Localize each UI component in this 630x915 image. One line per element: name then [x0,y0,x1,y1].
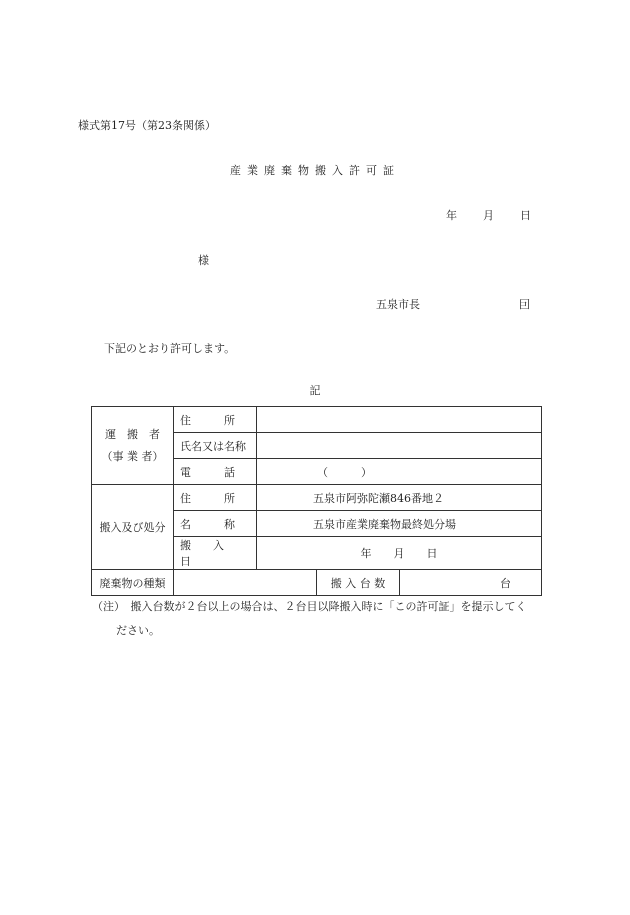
carrier-name-field[interactable] [257,433,542,459]
seal-mark: 囙 [519,298,530,311]
issue-date [446,207,531,223]
disposal-address-value [257,485,542,511]
intro-text: 下記のとおり許可します。 [104,342,236,355]
disposal-name-label: 名 称 [174,511,257,537]
disposal-label: 搬入及び処分 [92,485,174,570]
carrier-phone-field[interactable] [257,459,542,485]
carry-date-field[interactable] [257,537,542,570]
note-line-1: （注） 搬入台数が２台以上の場合は、２台目以降搬入時に「この許可証」を提示してく [92,600,527,613]
carrier-address-label: 住 所 [174,407,257,433]
vehicle-count-field[interactable] [400,570,542,596]
date-year: 年 [446,209,457,222]
disposal-address-label: 住 所 [174,485,257,511]
permit-table [91,406,542,596]
form-number: 様式第17号（第23条関係） [78,119,216,132]
issuer-name: 五泉市長 [376,298,420,311]
waste-type-field[interactable] [174,570,317,596]
carrier-sub-label: （事 業 者） [101,449,164,463]
carrier-phone-label: 電 話 [174,459,257,485]
date-day: 日 [520,209,531,222]
carry-date-label: 搬 入 日 [174,537,257,570]
recipient-honorific: 様 [198,254,209,267]
disposal-name-text: 五泉市産業廃棄物最終処分場 [313,517,456,531]
vehicle-unit: 台 [500,576,512,590]
carrier-label: 運 搬 者 [105,427,160,441]
table-row [92,407,542,433]
document-title [0,162,630,178]
table-row [92,485,542,511]
title-text: 産業廃棄物搬入許可証 [230,164,400,177]
waste-type-label: 廃棄物の種類 [92,570,174,596]
phone-value: （ ） [317,465,372,479]
note-line-2: ださい。 [116,624,160,637]
disposal-name-value [257,511,542,537]
carrier-name-label: 氏名又は名称 [174,433,257,459]
carry-date-text: 年 月 日 [360,547,438,560]
carrier-label-cell [92,407,174,485]
date-month: 月 [483,209,494,222]
vehicle-count-label: 搬 入 台 数 [317,570,400,596]
disposal-address-text: 五泉市阿弥陀瀬846番地２ [313,491,444,505]
carrier-address-field[interactable] [257,407,542,433]
ki-heading: 記 [309,384,321,397]
table-row [92,570,542,596]
